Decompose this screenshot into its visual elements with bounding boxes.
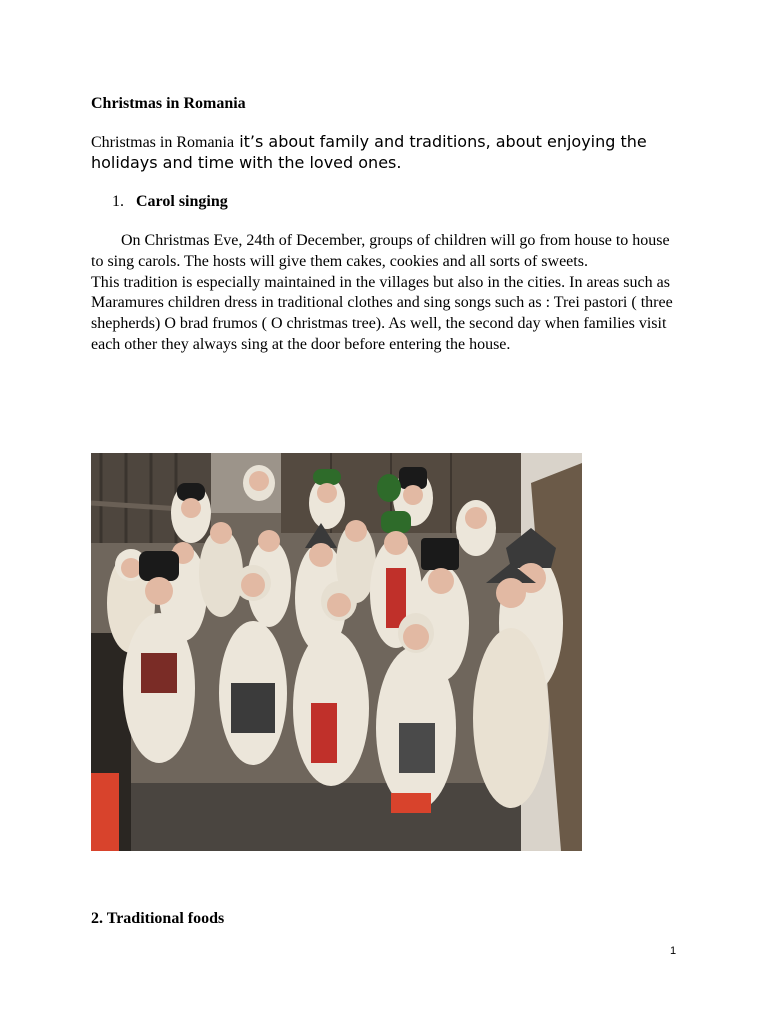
document-title: Christmas in Romania: [91, 95, 246, 112]
intro-paragraph: [91, 132, 691, 174]
carol-singing-body: [91, 231, 681, 356]
carol-singers-illustration: [91, 453, 582, 851]
list-label: Carol singing: [136, 193, 228, 210]
left-figure-red: [91, 773, 119, 851]
intro-sans-text: it’s about family and traditions, about enjoying the holidays and time with the loved ones.: [91, 132, 647, 172]
list-item-carol-singing: [112, 192, 228, 212]
paragraph-christmas-eve: On Christmas Eve, 24th of December, groups of children will go from house to house to sing carols. The hosts will give them cakes, cookies and all sorts of sweets.: [91, 232, 670, 270]
section-heading-traditional-foods: 2. Traditional foods: [91, 910, 225, 927]
page-number: 1: [670, 945, 677, 957]
intro-serif-text: Christmas in Romania: [91, 134, 235, 151]
floor: [91, 783, 521, 851]
list-number: 1.: [112, 193, 124, 210]
carol-singers-photo: [91, 453, 582, 851]
paragraph-tradition: This tradition is especially maintained in the villages but also in the cities. In areas such as Maramures children dress in traditional clothes and sing songs such as : Trei pastori ( three shepherds) O brad frumos ( O christmas tree). As well, the second day when families visit each other they always sing at the door before entering the house.: [91, 273, 673, 353]
